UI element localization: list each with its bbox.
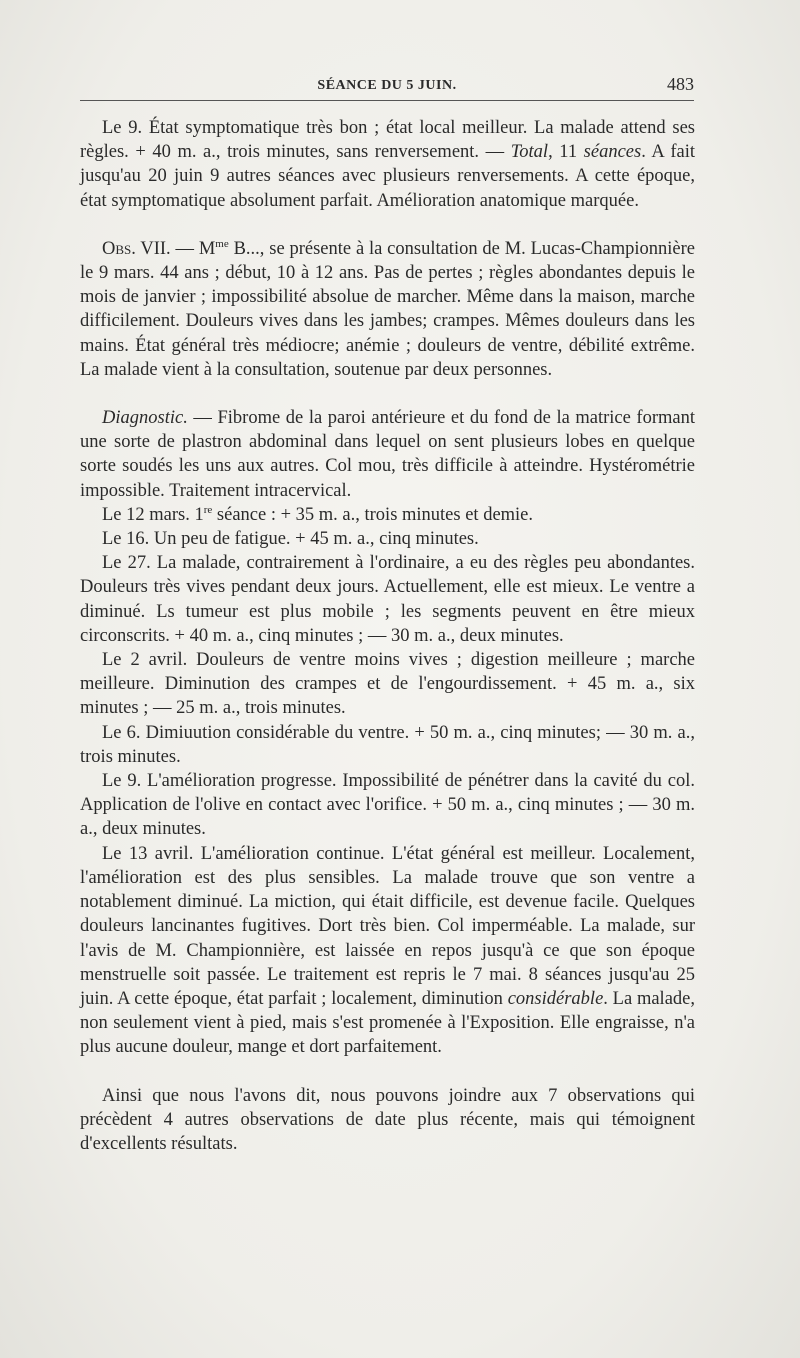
text-run: séance : + 35 m. a., trois minutes et demie. [212,504,534,525]
paragraph-le-27: Le 27. La malade, contrairement à l'ordinaire, a eu des règles peu abondantes. Douleurs très vives pendant deux jours. Actuellement, elle est mieux. Le ventre a diminué. Ls tumeur est plus mobile ; les segments peuvent en être mieux circonscrits. + 40 m. a., cinq minutes ; — 30 m. a., deux minutes. [80,553,695,646]
paragraph-le-6: Le 6. Dimiuution considérable du ventre. + 50 m. a., cinq minutes; — 30 m. a., trois minutes. [80,722,695,767]
paragraph-le-2-avril: Le 2 avril. Douleurs de ventre moins vives ; digestion meilleure ; marche meilleure. Diminution des crampes et de l'engourdissement. + 45 m. a., six minutes ; — 25 m. a., trois minutes. [80,650,695,719]
italic-considerable: considérable [507,988,604,1009]
running-head: SÉANCE DU 5 JUIN. [317,78,457,93]
page-header [80,72,694,101]
diagnostic-label: Diagnostic. [102,408,188,429]
text-run: — Fibrome de la paroi antérieure et du fond de la matrice formant une sorte de plastron abdominal dans lequel on sent plusieurs lobes en quelque sorte soudés les uns aux autres. Col mou, très difficile à atteindre. Hystérométrie impossible. Traitement intracervical. [80,408,695,501]
text-run: Le 12 mars. 1 [102,504,204,525]
italic-total: Total [510,142,549,163]
paragraph-diagnostic [80,406,695,503]
paragraph-le-16: Le 16. Un peu de fatigue. + 45 m. a., cinq minutes. [102,529,479,550]
italic-seances: séances [583,142,642,163]
superscript: me [215,237,229,250]
superscript: re [203,503,213,516]
text-run: . La malade, non seulement vient à pied, mais s'est promenée à l'Exposition. Elle engraisse, n'a plus aucune douleur, mange et dort parfaitement. [80,988,695,1058]
paragraph-closing: Ainsi que nous l'avons dit, nous pouvons joindre aux 7 observations qui précèdent 4 autres observations de date plus récente, mais qui témoignent d'excellents résultats. [80,1085,695,1154]
text-run: B..., se présente à la consultation de M. Lucas-Championnière le 9 mars. 44 ans ; début, 10 à 12 ans. Pas de pertes ; règles abondantes depuis le mois de janvier ; impossibilité absolue de marcher. Même dans la maison, marche difficilement. Douleurs vives dans les jambes; crampes. Mêmes douleurs dans les mains. État général très médiocre; anémie ; douleurs de ventre, débilité extrême. La malade vient à la consultation, soutenue par deux personnes. [80,238,695,380]
observation-label: Obs. VII. [102,238,171,259]
paragraph-le-9-avril: Le 9. L'amélioration progresse. Impossibilité de pénétrer dans la cavité du col. Application de l'olive en contact avec l'orifice. + 50 m. a., cinq minutes ; — 30 m. a., deux minutes. [80,771,695,840]
text-run: Le 9. État symptomatique très bon ; état local meilleur. La malade attend ses règles. + 40 m. a., trois minutes, sans renversement. — [80,118,695,163]
text-run: . A fait jusqu'au 20 juin 9 autres séances avec plusieurs renversements. A cette époque, état symptomatique absolument parfait. Amélioration anatomique marquée. [80,142,695,211]
body-text [80,116,695,1156]
paragraph-le-12-mars [80,503,695,527]
text-run: , 11 [548,142,584,163]
paragraph-observation-vii [80,237,695,382]
text-run: — M [170,238,216,259]
paragraph-le-13-avril [80,842,695,1060]
paragraph-le-9 [80,116,695,213]
page-number: 483 [667,74,694,94]
text-run: Le 13 avril. L'amélioration continue. L'état général est meilleur. Localement, l'amélioration est des plus sensibles. La malade trouve que son ventre a notablement diminué. La miction, qui était difficile, est devenue facile. Quelques douleurs lancinantes fugitives. Dort très bien. Col imperméable. La malade, sur l'avis de M. Championnière, est laissée en repos jusqu'à ce que son époque menstruelle soit passée. Le traitement est repris le 7 mai. 8 séances jusqu'au 25 juin. A cette époque, état parfait ; localement, diminution [80,843,695,1009]
